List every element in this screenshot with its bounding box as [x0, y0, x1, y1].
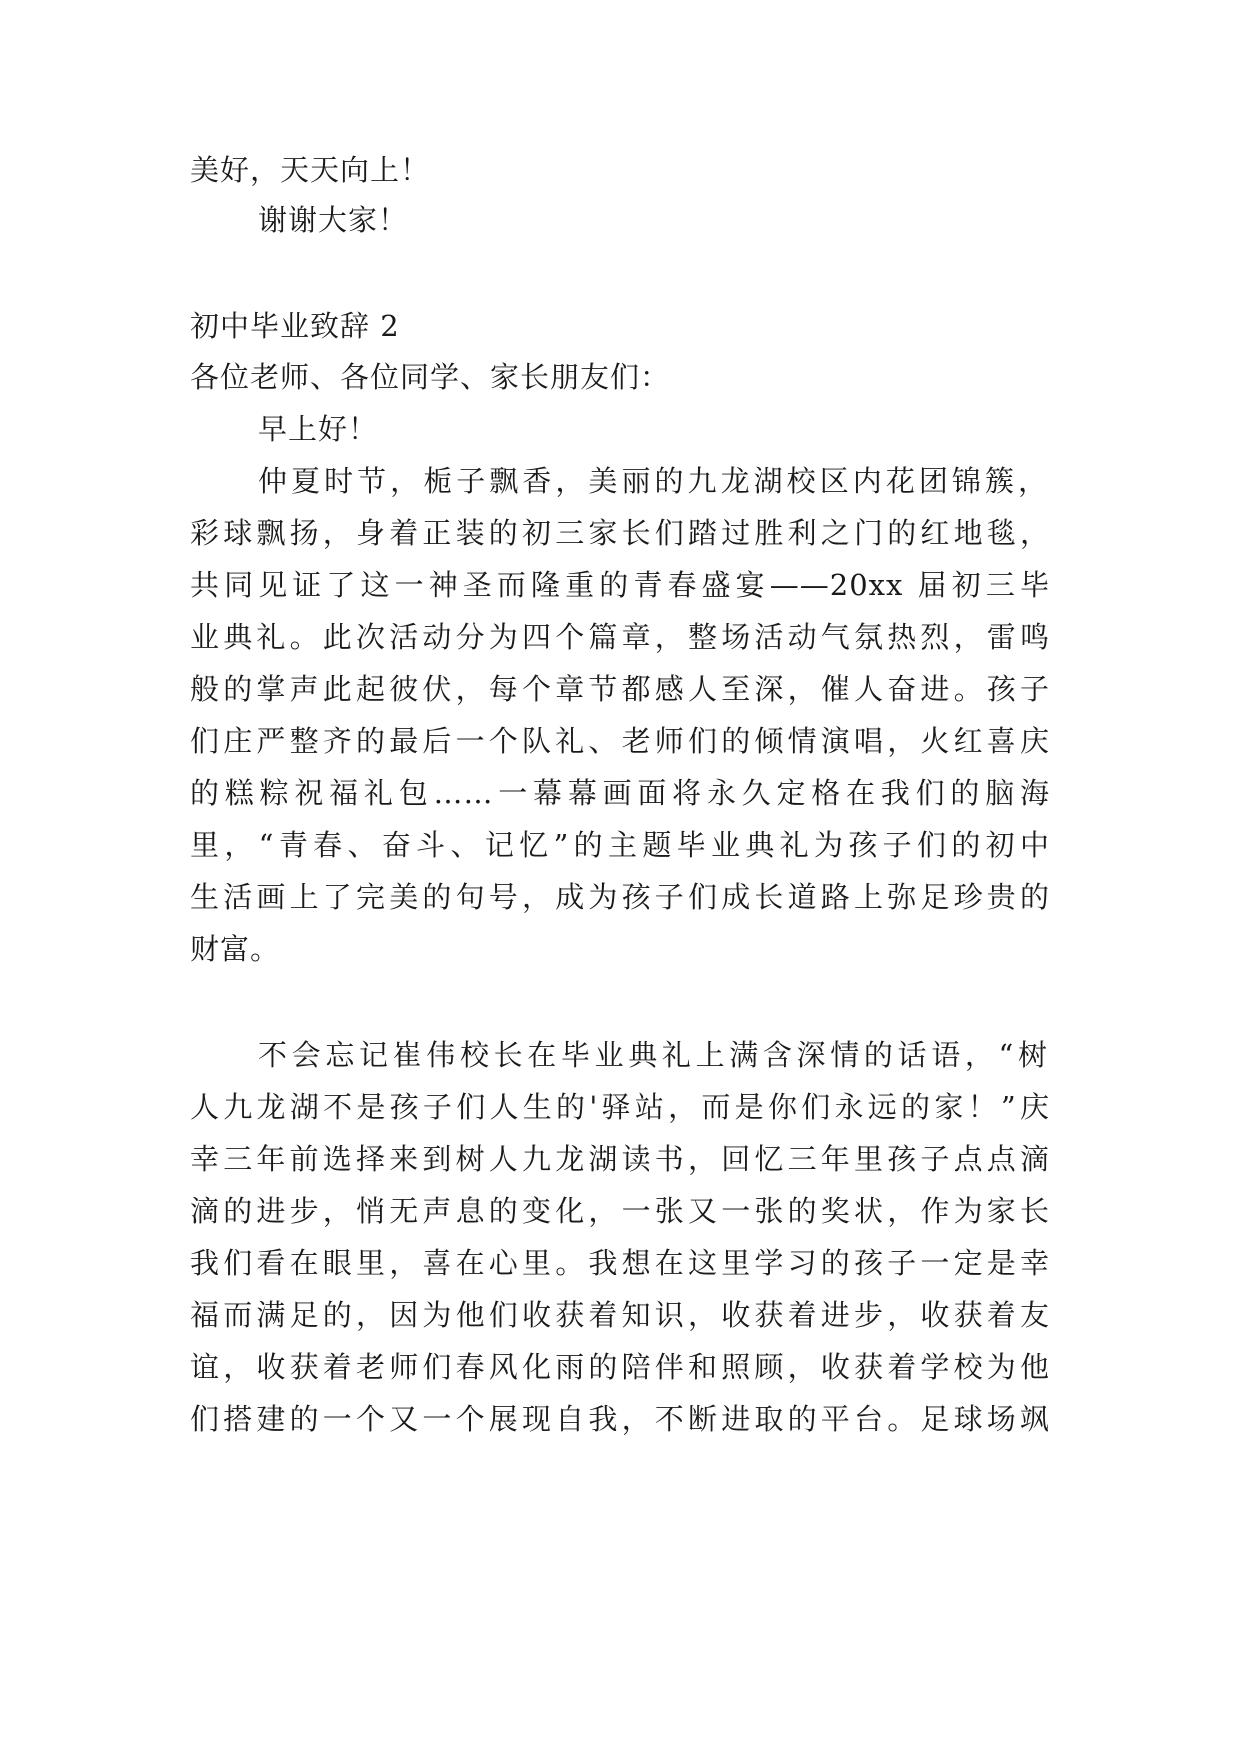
text-line: 谊，收获着老师们春风化雨的陪伴和照顾，收获着学校为他	[190, 1350, 1050, 1384]
text-line: 里，“青春、奋斗、记忆”的主题毕业典礼为孩子们的初中	[190, 828, 1050, 862]
text-line: 谢谢大家！	[258, 203, 409, 237]
text-line: 我们看在眼里，喜在心里。我想在这里学习的孩子一定是幸	[190, 1246, 1050, 1280]
text-line: 般的掌声此起彼伏，每个章节都感人至深，催人奋进。孩子	[190, 672, 1050, 706]
text-line: 业典礼。此次活动分为四个篇章，整场活动气氛热烈，雷鸣	[190, 620, 1050, 654]
text-line: 共同见证了这一神圣而隆重的青春盛宴——20xx 届初三毕	[190, 568, 1050, 602]
text-line: 的糕粽祝福礼包……一幕幕画面将永久定格在我们的脑海	[190, 776, 1050, 810]
text-line: 不会忘记崔伟校长在毕业典礼上满含深情的话语，“树	[258, 1038, 1048, 1072]
text-line: 滴的进步，悄无声息的变化，一张又一张的奖状，作为家长	[190, 1194, 1050, 1228]
text-line: 仲夏时节，栀子飘香，美丽的九龙湖校区内花团锦簇，	[258, 464, 1048, 498]
text-line: 人九龙湖不是孩子们人生的'驿站，而是你们永远的家！”庆	[190, 1090, 1050, 1124]
text-line: 生活画上了完美的句号，成为孩子们成长道路上弥足珍贵的	[190, 880, 1050, 914]
salutation: 各位老师、各位同学、家长朋友们：	[190, 360, 671, 394]
text-line: 美好，天天向上！	[190, 153, 431, 187]
text-line: 财富。	[190, 932, 281, 966]
greeting: 早上好！	[258, 412, 379, 446]
text-line: 福而满足的，因为他们收获着知识，收获着进步，收获着友	[190, 1298, 1050, 1332]
text-line: 彩球飘扬，身着正装的初三家长们踏过胜利之门的红地毯，	[190, 516, 1050, 550]
text-line: 们庄严整齐的最后一个队礼、老师们的倾情演唱，火红喜庆	[190, 724, 1050, 758]
text-line: 幸三年前选择来到树人九龙湖读书，回忆三年里孩子点点滴	[190, 1142, 1050, 1176]
text-line: 们搭建的一个又一个展现自我，不断进取的平台。足球场飒	[190, 1402, 1050, 1436]
section-title: 初中毕业致辞 2	[190, 309, 400, 343]
